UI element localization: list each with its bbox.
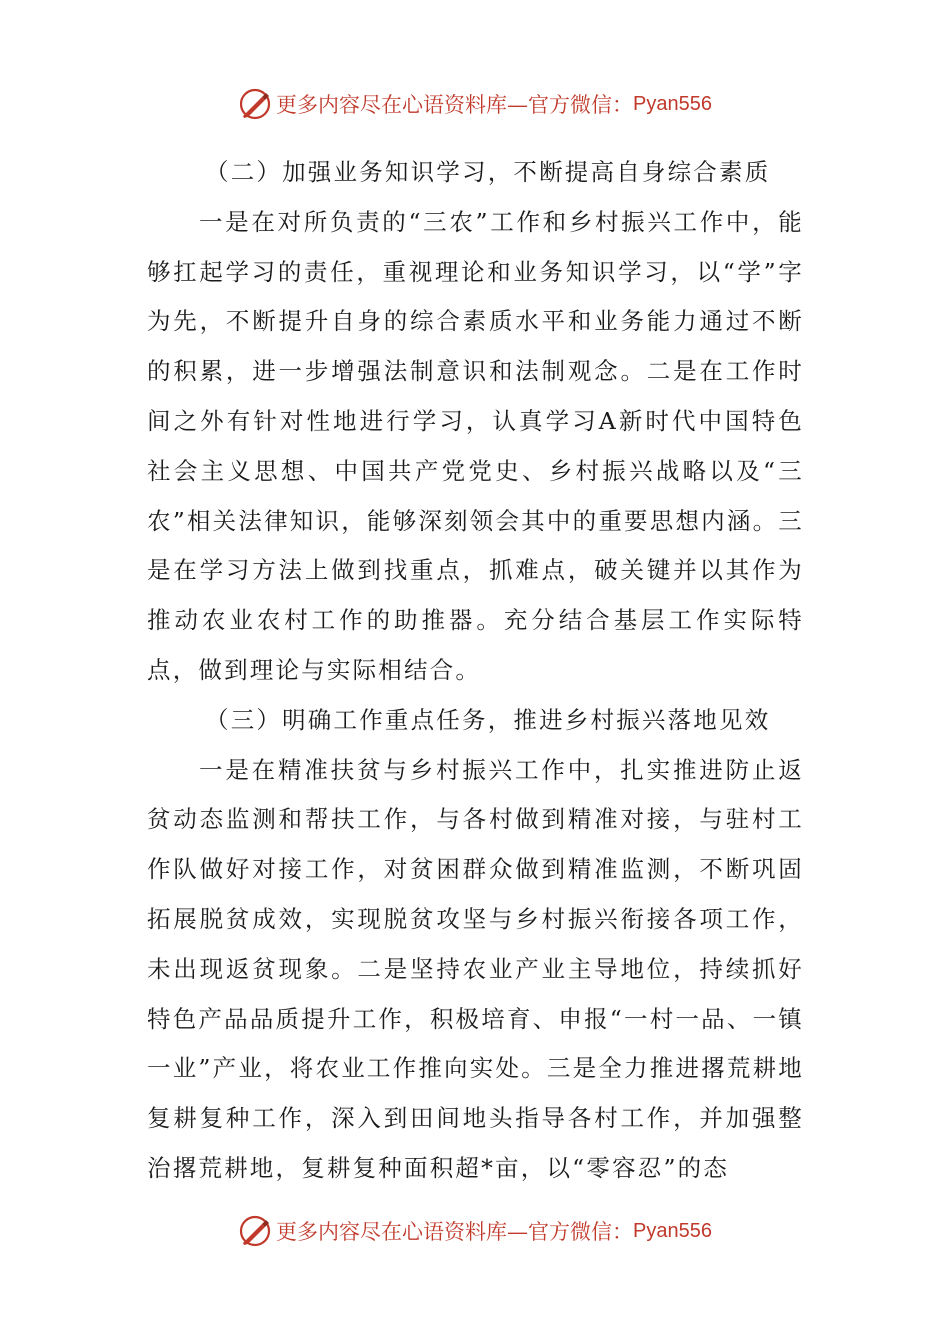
section-heading-2: （二）加强业务知识学习，不断提高自身综合素质: [205, 158, 771, 186]
section-paragraph-2: 一是在对所负责的“三农”工作和乡村振兴工作中，能够扛起学习的责任，重视理论和业务知识学习，以“学”字为先，不断提升自身的综合素质水平和业务能力通过不断的积累，进一步增强法制意识和法制观念。二是在工作时间之外有针对性地进行学习，认真学习A新时代中国特色社会主义思想、中国共产党党史、乡村振兴战略以及“三农”相关法律知识，能够深刻领会其中的重要思想内涵。三是在学习方法上做到找重点，抓难点，破关键并以其作为推动农业农村工作的助推器。充分结合基层工作实际特点，做到理论与实际相结合。: [147, 207, 804, 684]
banner-text: 更多内容尽在心语资料库—官方微信：: [276, 93, 634, 117]
banner-wechat-id: Pyan556: [633, 1219, 712, 1242]
document-body: [147, 148, 804, 1194]
banner-text: 更多内容尽在心语资料库—官方微信：: [276, 1220, 634, 1244]
footer-banner: [0, 1211, 950, 1251]
section-paragraph-3: 一是在精准扶贫与乡村振兴工作中，扎实推进防止返贫动态监测和帮扶工作，与各村做到精准对接，与驻村工作队做好对接工作，对贫困群众做到精准监测，不断巩固拓展脱贫成效，实现脱贫攻坚与乡村振兴衔接各项工作，未出现返贫现象。二是坚持农业产业主导地位，持续抓好特色产品品质提升工作，积极培育、申报“一村一品、一镇一业”产业，将农业工作推向实处。三是全力推进撂荒耕地复耕复种工作，深入到田间地头指导各村工作，并加强整治撂荒耕地，复耕复种面积超*亩，以“零容忍”的态: [147, 755, 804, 1182]
header-banner: [0, 84, 950, 124]
section-heading-3: （三）明确工作重点任务，推进乡村振兴落地见效: [205, 705, 771, 734]
banner-wechat-id: Pyan556: [633, 92, 712, 115]
pen-logo-icon: [238, 1214, 272, 1248]
pen-logo-icon: [238, 87, 272, 121]
